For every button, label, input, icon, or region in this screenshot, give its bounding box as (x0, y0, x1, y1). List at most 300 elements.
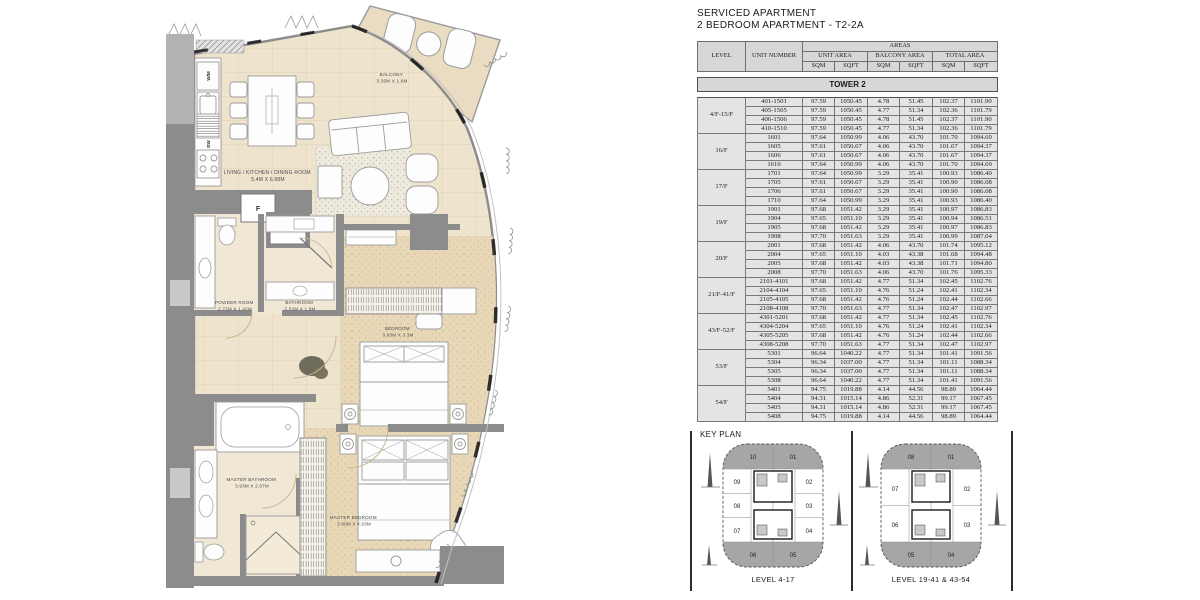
area-value-cell: 1102.34 (965, 323, 998, 332)
area-value-cell: 1050.99 (835, 170, 868, 179)
area-value-cell: 4.86 (868, 404, 900, 413)
area-value-cell: 1086.83 (965, 206, 998, 215)
wardrobe (346, 288, 442, 314)
area-value-cell: 4.76 (868, 296, 900, 305)
unit-number-cell: 5408 (746, 413, 803, 422)
level-cell: 17/F (698, 170, 746, 206)
area-value-cell: 1101.90 (965, 98, 998, 107)
area-value-cell: 101.11 (933, 368, 965, 377)
area-value-cell: 94.31 (803, 404, 835, 413)
unit-number-cell: 2004 (746, 251, 803, 260)
area-value-cell: 101.70 (933, 134, 965, 143)
unit-number-cell: 1901 (746, 206, 803, 215)
table-row (698, 314, 998, 323)
dining-chair (297, 103, 314, 118)
area-value-cell: 1050.45 (835, 116, 868, 125)
area-value-cell: 102.41 (933, 323, 965, 332)
stove (197, 150, 219, 178)
area-value-cell: 1037.00 (835, 359, 868, 368)
col-header-balcony-area: BALCONY AREA (868, 52, 933, 62)
area-value-cell: 1095.12 (965, 242, 998, 251)
area-value-cell: 1015.14 (835, 395, 868, 404)
area-value-cell: 51.24 (900, 287, 933, 296)
area-value-cell: 1091.56 (965, 350, 998, 359)
area-value-cell: 1051.42 (835, 314, 868, 323)
unit-label: 03 (963, 523, 971, 529)
area-value-cell: 43.70 (900, 143, 933, 152)
area-value-cell: 1051.42 (835, 206, 868, 215)
room-label-bathroom: BATHROOM 2.52M X 1.0M (284, 300, 316, 312)
area-value-cell: 97.68 (803, 332, 835, 341)
area-value-cell: 4.76 (868, 332, 900, 341)
unit-label: 05 (907, 553, 915, 559)
area-value-cell: 4.14 (868, 386, 900, 395)
area-value-cell: 4.77 (868, 305, 900, 314)
area-value-cell: 4.76 (868, 287, 900, 296)
plan-caption: LEVEL 4-17 (751, 575, 795, 584)
area-value-cell: 1102.97 (965, 305, 998, 314)
area-value-cell: 4.03 (868, 260, 900, 269)
area-value-cell: 1101.79 (965, 125, 998, 134)
area-value-cell: 1050.45 (835, 125, 868, 134)
area-value-cell: 1051.10 (835, 251, 868, 260)
area-value-cell: 102.37 (933, 116, 965, 125)
unit-number-cell: 5301 (746, 350, 803, 359)
area-value-cell: 100.97 (933, 206, 965, 215)
area-value-cell: 1051.63 (835, 305, 868, 314)
area-value-cell: 1051.10 (835, 215, 868, 224)
unit-label: 01 (789, 455, 797, 461)
area-value-cell: 1086.51 (965, 215, 998, 224)
unit-number-cell: 410-1510 (746, 125, 803, 134)
unit-number-cell: 1710 (746, 197, 803, 206)
area-value-cell: 100.94 (933, 215, 965, 224)
page-subtitle: 2 BEDROOM APARTMENT - T2-2A (697, 20, 864, 31)
area-value-cell: 4.77 (868, 341, 900, 350)
area-value-cell: 51.34 (900, 368, 933, 377)
area-value-cell: 1050.45 (835, 98, 868, 107)
level-cell: 16/F (698, 134, 746, 170)
col-header-sqm: SQM (933, 62, 965, 72)
area-value-cell: 51.34 (900, 278, 933, 287)
dining-chair (230, 124, 247, 139)
area-value-cell: 1050.67 (835, 188, 868, 197)
area-value-cell: 1102.76 (965, 278, 998, 287)
area-value-cell: 4.77 (868, 350, 900, 359)
area-value-cell: 1101.90 (965, 116, 998, 125)
unit-number-cell: 4305-5205 (746, 332, 803, 341)
area-value-cell: 4.77 (868, 377, 900, 386)
unit-number-cell: 4304-5204 (746, 323, 803, 332)
area-value-cell: 1051.42 (835, 278, 868, 287)
unit-label: 07 (733, 529, 741, 535)
area-value-cell: 51.34 (900, 305, 933, 314)
area-value-cell: 51.34 (900, 359, 933, 368)
area-value-cell: 35.41 (900, 206, 933, 215)
area-value-cell: 1094.37 (965, 152, 998, 161)
area-value-cell: 3.29 (868, 179, 900, 188)
unit-number-cell: 406-1506 (746, 116, 803, 125)
area-value-cell: 98.89 (933, 413, 965, 422)
area-value-cell: 35.41 (900, 224, 933, 233)
table-row (698, 386, 998, 395)
level-cell: 21/F-41/F (698, 278, 746, 314)
unit-number-cell: 401-1501 (746, 98, 803, 107)
area-value-cell: 94.75 (803, 413, 835, 422)
area-value-cell: 3.29 (868, 215, 900, 224)
unit-number-cell: 4301-5201 (746, 314, 803, 323)
area-value-cell: 1015.14 (835, 404, 868, 413)
unit-label: 08 (907, 455, 915, 461)
col-header-sqft: SQFT (835, 62, 868, 72)
area-value-cell: 35.41 (900, 233, 933, 242)
area-value-cell: 1040.22 (835, 377, 868, 386)
unit-number-cell: 2005 (746, 260, 803, 269)
divider (851, 431, 853, 591)
area-value-cell: 4.77 (868, 107, 900, 116)
area-value-cell: 3.29 (868, 188, 900, 197)
area-value-cell: 102.45 (933, 278, 965, 287)
area-value-cell: 1051.63 (835, 233, 868, 242)
dishwasher-label: DW (206, 140, 211, 148)
area-value-cell: 1050.99 (835, 197, 868, 206)
unit-number-cell: 2104-4104 (746, 287, 803, 296)
area-value-cell: 100.93 (933, 170, 965, 179)
area-value-cell: 101.71 (933, 260, 965, 269)
area-value-cell: 96.34 (803, 359, 835, 368)
area-value-cell: 1067.45 (965, 404, 998, 413)
area-value-cell: 1086.08 (965, 188, 998, 197)
area-value-cell: 97.64 (803, 170, 835, 179)
key-plan-section (690, 429, 1025, 595)
key-plan-level-19-54 (856, 441, 1006, 581)
dining-chair (230, 82, 247, 97)
unit-number-cell: 2001 (746, 242, 803, 251)
area-value-cell: 1019.88 (835, 413, 868, 422)
dining-area (230, 76, 314, 146)
area-value-cell: 35.41 (900, 188, 933, 197)
area-value-cell: 102.36 (933, 125, 965, 134)
area-value-cell: 101.76 (933, 269, 965, 278)
unit-number-cell: 1904 (746, 215, 803, 224)
area-schedule-panel (697, 8, 1000, 422)
area-value-cell: 44.56 (900, 413, 933, 422)
area-value-cell: 101.41 (933, 350, 965, 359)
table-row (698, 206, 998, 215)
area-value-cell: 35.41 (900, 197, 933, 206)
area-value-cell: 1051.42 (835, 224, 868, 233)
area-value-cell: 4.06 (868, 143, 900, 152)
area-value-cell: 1094.37 (965, 143, 998, 152)
unit-number-cell: 1606 (746, 152, 803, 161)
area-value-cell: 102.44 (933, 296, 965, 305)
area-value-cell: 51.45 (900, 98, 933, 107)
area-value-cell: 97.59 (803, 116, 835, 125)
unit-label: 10 (749, 455, 757, 461)
dining-chair (297, 82, 314, 97)
table-row (698, 98, 998, 107)
area-value-cell: 1086.83 (965, 224, 998, 233)
room-label-bedroom: BEDROOM 3.83M X 3.3M (382, 326, 414, 338)
area-value-cell: 51.34 (900, 341, 933, 350)
area-value-cell: 51.45 (900, 116, 933, 125)
tower-band: TOWER 2 (697, 77, 998, 92)
area-value-cell: 1051.63 (835, 341, 868, 350)
unit-number-cell: 1601 (746, 134, 803, 143)
dining-chair (297, 124, 314, 139)
area-value-cell: 100.90 (933, 188, 965, 197)
core-wall-upper (166, 34, 194, 124)
unit-number-cell: 5305 (746, 368, 803, 377)
area-value-cell: 1095.33 (965, 269, 998, 278)
area-value-cell: 1102.66 (965, 332, 998, 341)
area-value-cell: 97.68 (803, 296, 835, 305)
area-value-cell: 1050.67 (835, 179, 868, 188)
area-value-cell: 97.61 (803, 188, 835, 197)
core-wall (166, 124, 194, 588)
area-value-cell: 44.56 (900, 386, 933, 395)
room-label-master-bedroom: MASTER BEDROOM 3.90M X 4.63M (329, 515, 377, 527)
unit-label: 05 (789, 553, 797, 559)
area-value-cell: 4.06 (868, 152, 900, 161)
area-value-cell: 1094.69 (965, 134, 998, 143)
area-value-cell: 101.67 (933, 152, 965, 161)
area-value-cell: 1064.44 (965, 386, 998, 395)
area-value-cell: 43.70 (900, 269, 933, 278)
area-value-cell: 102.37 (933, 98, 965, 107)
unit-number-cell: 5304 (746, 359, 803, 368)
divider (690, 431, 692, 591)
dishwasher (197, 114, 219, 138)
unit-number-cell: 5405 (746, 404, 803, 413)
room-label-master-bathroom: MASTER BATHROOM 3.93M X 2.67M (226, 477, 277, 489)
area-value-cell: 35.41 (900, 170, 933, 179)
unit-label: 02 (805, 480, 813, 486)
area-value-cell: 51.34 (900, 350, 933, 359)
area-value-cell: 51.24 (900, 323, 933, 332)
area-value-cell: 51.34 (900, 107, 933, 116)
area-value-cell: 101.70 (933, 161, 965, 170)
area-value-cell: 1050.99 (835, 134, 868, 143)
area-value-cell: 1051.42 (835, 260, 868, 269)
unit-number-cell: 5404 (746, 395, 803, 404)
area-value-cell: 1086.08 (965, 179, 998, 188)
dining-chair (230, 103, 247, 118)
armchair (406, 186, 438, 214)
area-value-cell: 43.38 (900, 260, 933, 269)
unit-number-cell: 1706 (746, 188, 803, 197)
area-value-cell: 1050.45 (835, 107, 868, 116)
area-value-cell: 51.34 (900, 377, 933, 386)
area-value-cell: 101.11 (933, 359, 965, 368)
area-value-cell: 97.68 (803, 260, 835, 269)
area-value-cell: 1037.00 (835, 368, 868, 377)
unit-number-cell: 1610 (746, 161, 803, 170)
area-value-cell: 4.78 (868, 116, 900, 125)
area-value-cell: 1088.34 (965, 368, 998, 377)
area-value-cell: 1088.34 (965, 359, 998, 368)
area-value-cell: 102.41 (933, 287, 965, 296)
level-cell: 54/F (698, 386, 746, 422)
area-value-cell: 1094.48 (965, 251, 998, 260)
side-table (318, 166, 342, 198)
area-value-cell: 1051.42 (835, 296, 868, 305)
area-value-cell: 1086.40 (965, 197, 998, 206)
master-closet (300, 438, 326, 576)
unit-number-cell: 5308 (746, 377, 803, 386)
area-value-cell: 101.68 (933, 251, 965, 260)
area-value-cell: 4.86 (868, 395, 900, 404)
area-value-cell: 102.44 (933, 332, 965, 341)
area-value-cell: 97.65 (803, 215, 835, 224)
area-value-cell: 43.70 (900, 152, 933, 161)
area-value-cell: 1050.67 (835, 143, 868, 152)
area-value-cell: 1019.88 (835, 386, 868, 395)
unit-label: 06 (891, 523, 899, 529)
area-value-cell: 1051.10 (835, 323, 868, 332)
divider (1011, 431, 1013, 591)
col-header-sqm: SQM (803, 62, 835, 72)
area-value-cell: 1064.44 (965, 413, 998, 422)
unit-label: 04 (805, 529, 813, 535)
area-value-cell: 1050.67 (835, 152, 868, 161)
col-header-areas: AREAS (803, 42, 998, 52)
table-row (698, 134, 998, 143)
area-value-cell: 35.41 (900, 215, 933, 224)
area-value-cell: 4.76 (868, 323, 900, 332)
area-value-cell: 97.61 (803, 152, 835, 161)
desk (442, 288, 476, 314)
area-value-cell: 3.29 (868, 224, 900, 233)
area-value-cell: 3.29 (868, 170, 900, 179)
area-value-cell: 100.93 (933, 197, 965, 206)
area-value-cell: 96.64 (803, 350, 835, 359)
fridge-label: F (255, 206, 261, 213)
area-value-cell: 102.47 (933, 305, 965, 314)
col-header-total-area: TOTAL AREA (933, 52, 998, 62)
area-value-cell: 97.64 (803, 161, 835, 170)
level-cell: 19/F (698, 206, 746, 242)
area-value-cell: 1050.99 (835, 161, 868, 170)
area-value-cell: 97.70 (803, 269, 835, 278)
area-value-cell: 97.61 (803, 179, 835, 188)
area-value-cell: 1087.04 (965, 233, 998, 242)
area-value-cell: 1094.69 (965, 161, 998, 170)
area-value-cell: 97.70 (803, 341, 835, 350)
area-value-cell: 101.74 (933, 242, 965, 251)
col-header-level: LEVEL (698, 42, 746, 72)
unit-label: 02 (963, 487, 971, 493)
area-value-cell: 1102.76 (965, 314, 998, 323)
unit-number-cell: 1908 (746, 233, 803, 242)
area-value-cell: 99.17 (933, 395, 965, 404)
unit-label: 04 (947, 553, 955, 559)
area-table (697, 97, 998, 422)
unit-number-cell: 2101-4101 (746, 278, 803, 287)
unit-label: 07 (891, 487, 899, 493)
area-value-cell: 43.38 (900, 251, 933, 260)
area-value-cell: 4.06 (868, 134, 900, 143)
area-value-cell: 4.77 (868, 278, 900, 287)
area-value-cell: 101.67 (933, 143, 965, 152)
room-label-powder-room: POWDER ROOM 2.72M X 1.42M (215, 300, 254, 312)
area-value-cell: 51.34 (900, 314, 933, 323)
area-value-cell: 4.77 (868, 359, 900, 368)
area-value-cell: 3.29 (868, 206, 900, 215)
area-value-cell: 100.99 (933, 233, 965, 242)
unit-label: 01 (947, 455, 955, 461)
table-row (698, 278, 998, 287)
area-value-cell: 1040.22 (835, 350, 868, 359)
area-value-cell: 52.31 (900, 404, 933, 413)
area-value-cell: 51.24 (900, 332, 933, 341)
area-value-cell: 1051.42 (835, 332, 868, 341)
area-value-cell: 97.65 (803, 323, 835, 332)
level-cell: 53/F (698, 350, 746, 386)
table-row (698, 170, 998, 179)
area-value-cell: 97.64 (803, 197, 835, 206)
area-value-cell: 97.70 (803, 233, 835, 242)
unit-number-cell: 2008 (746, 269, 803, 278)
area-value-cell: 101.41 (933, 377, 965, 386)
washing-machine-label: W/M (206, 71, 211, 81)
level-cell: 20/F (698, 242, 746, 278)
area-value-cell: 1102.66 (965, 296, 998, 305)
table-row (698, 242, 998, 251)
area-value-cell: 52.31 (900, 395, 933, 404)
area-value-cell: 4.03 (868, 251, 900, 260)
area-value-cell: 102.47 (933, 341, 965, 350)
area-value-cell: 1094.80 (965, 260, 998, 269)
room-label-balcony: BALCONY 3.35M X 1.6M (376, 72, 408, 84)
area-value-cell: 100.97 (933, 224, 965, 233)
area-value-cell: 97.68 (803, 242, 835, 251)
area-value-cell: 43.70 (900, 161, 933, 170)
desk-chair (416, 314, 442, 329)
area-value-cell: 1051.63 (835, 269, 868, 278)
area-value-cell: 99.17 (933, 404, 965, 413)
key-plan-title: KEY PLAN (700, 430, 742, 439)
col-header-unit-number: UNIT NUMBER (746, 42, 803, 72)
col-header-unit-area: UNIT AREA (803, 52, 868, 62)
level-cell: 4/F-15/F (698, 98, 746, 134)
col-header-sqft: SQFT (965, 62, 998, 72)
area-value-cell: 1067.45 (965, 395, 998, 404)
toilet (219, 225, 235, 245)
media-console (346, 230, 396, 245)
table-row (698, 350, 998, 359)
area-value-cell: 97.68 (803, 206, 835, 215)
area-value-cell: 97.61 (803, 143, 835, 152)
unit-label: 08 (733, 504, 741, 510)
area-value-cell: 97.68 (803, 278, 835, 287)
key-plan-level-4-17 (698, 441, 848, 581)
area-value-cell: 97.59 (803, 98, 835, 107)
unit-label: 03 (805, 504, 813, 510)
area-value-cell: 1102.97 (965, 341, 998, 350)
unit-number-cell: 2108-4108 (746, 305, 803, 314)
area-value-cell: 3.29 (868, 233, 900, 242)
area-value-cell: 94.75 (803, 386, 835, 395)
area-value-cell: 97.64 (803, 134, 835, 143)
page-title: SERVICED APARTMENT (697, 8, 817, 19)
area-value-cell: 1101.79 (965, 107, 998, 116)
area-value-cell: 4.77 (868, 125, 900, 134)
unit-number-cell: 1705 (746, 179, 803, 188)
area-value-cell: 3.29 (868, 197, 900, 206)
area-value-cell: 97.70 (803, 305, 835, 314)
area-value-cell: 51.34 (900, 125, 933, 134)
